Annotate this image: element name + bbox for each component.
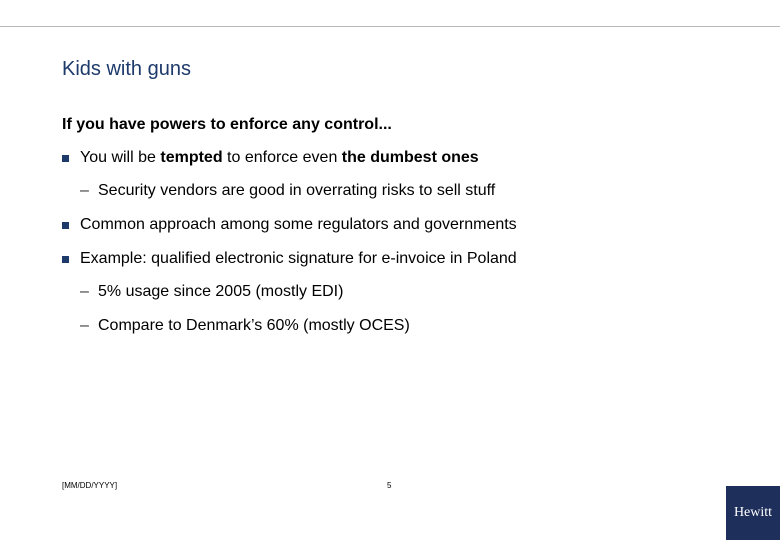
bullet-1-part-3: to enforce even	[222, 149, 342, 166]
logo-text: Hewitt	[733, 505, 773, 520]
top-divider	[0, 26, 780, 27]
bullet-square-icon	[62, 155, 69, 162]
sub-bullet-3-1: 5% usage since 2005 (mostly EDI)	[98, 283, 344, 300]
footer-date: [MM/DD/YYYY]	[62, 481, 118, 490]
bullet-1-text	[80, 149, 479, 167]
bullet-3-text: Example: qualified electronic signature for e-invoice in Poland	[80, 250, 517, 267]
bullet-square-icon	[62, 222, 69, 229]
sub-bullet-dash-icon: –	[80, 317, 89, 334]
bullet-square-icon	[62, 256, 69, 263]
sub-bullet-3-2: Compare to Denmark’s 60% (mostly OCES)	[98, 317, 410, 334]
bullet-2-text: Common approach among some regulators and governments	[80, 216, 517, 233]
sub-bullet-dash-icon: –	[80, 182, 89, 199]
page-number: 5	[387, 481, 392, 490]
sub-bullet-dash-icon: –	[80, 283, 89, 300]
hewitt-logo	[726, 486, 780, 540]
sub-bullet-1-1: Security vendors are good in overrating risks to sell stuff	[98, 182, 496, 199]
slide-title: Kids with guns	[62, 58, 191, 80]
bullet-1-part-4: the dumbest ones	[341, 149, 479, 166]
intro-heading: If you have powers to enforce any control...	[62, 116, 392, 133]
bullet-1-part-2: tempted	[160, 149, 223, 166]
bullet-1-part-1: You will be	[80, 149, 161, 166]
